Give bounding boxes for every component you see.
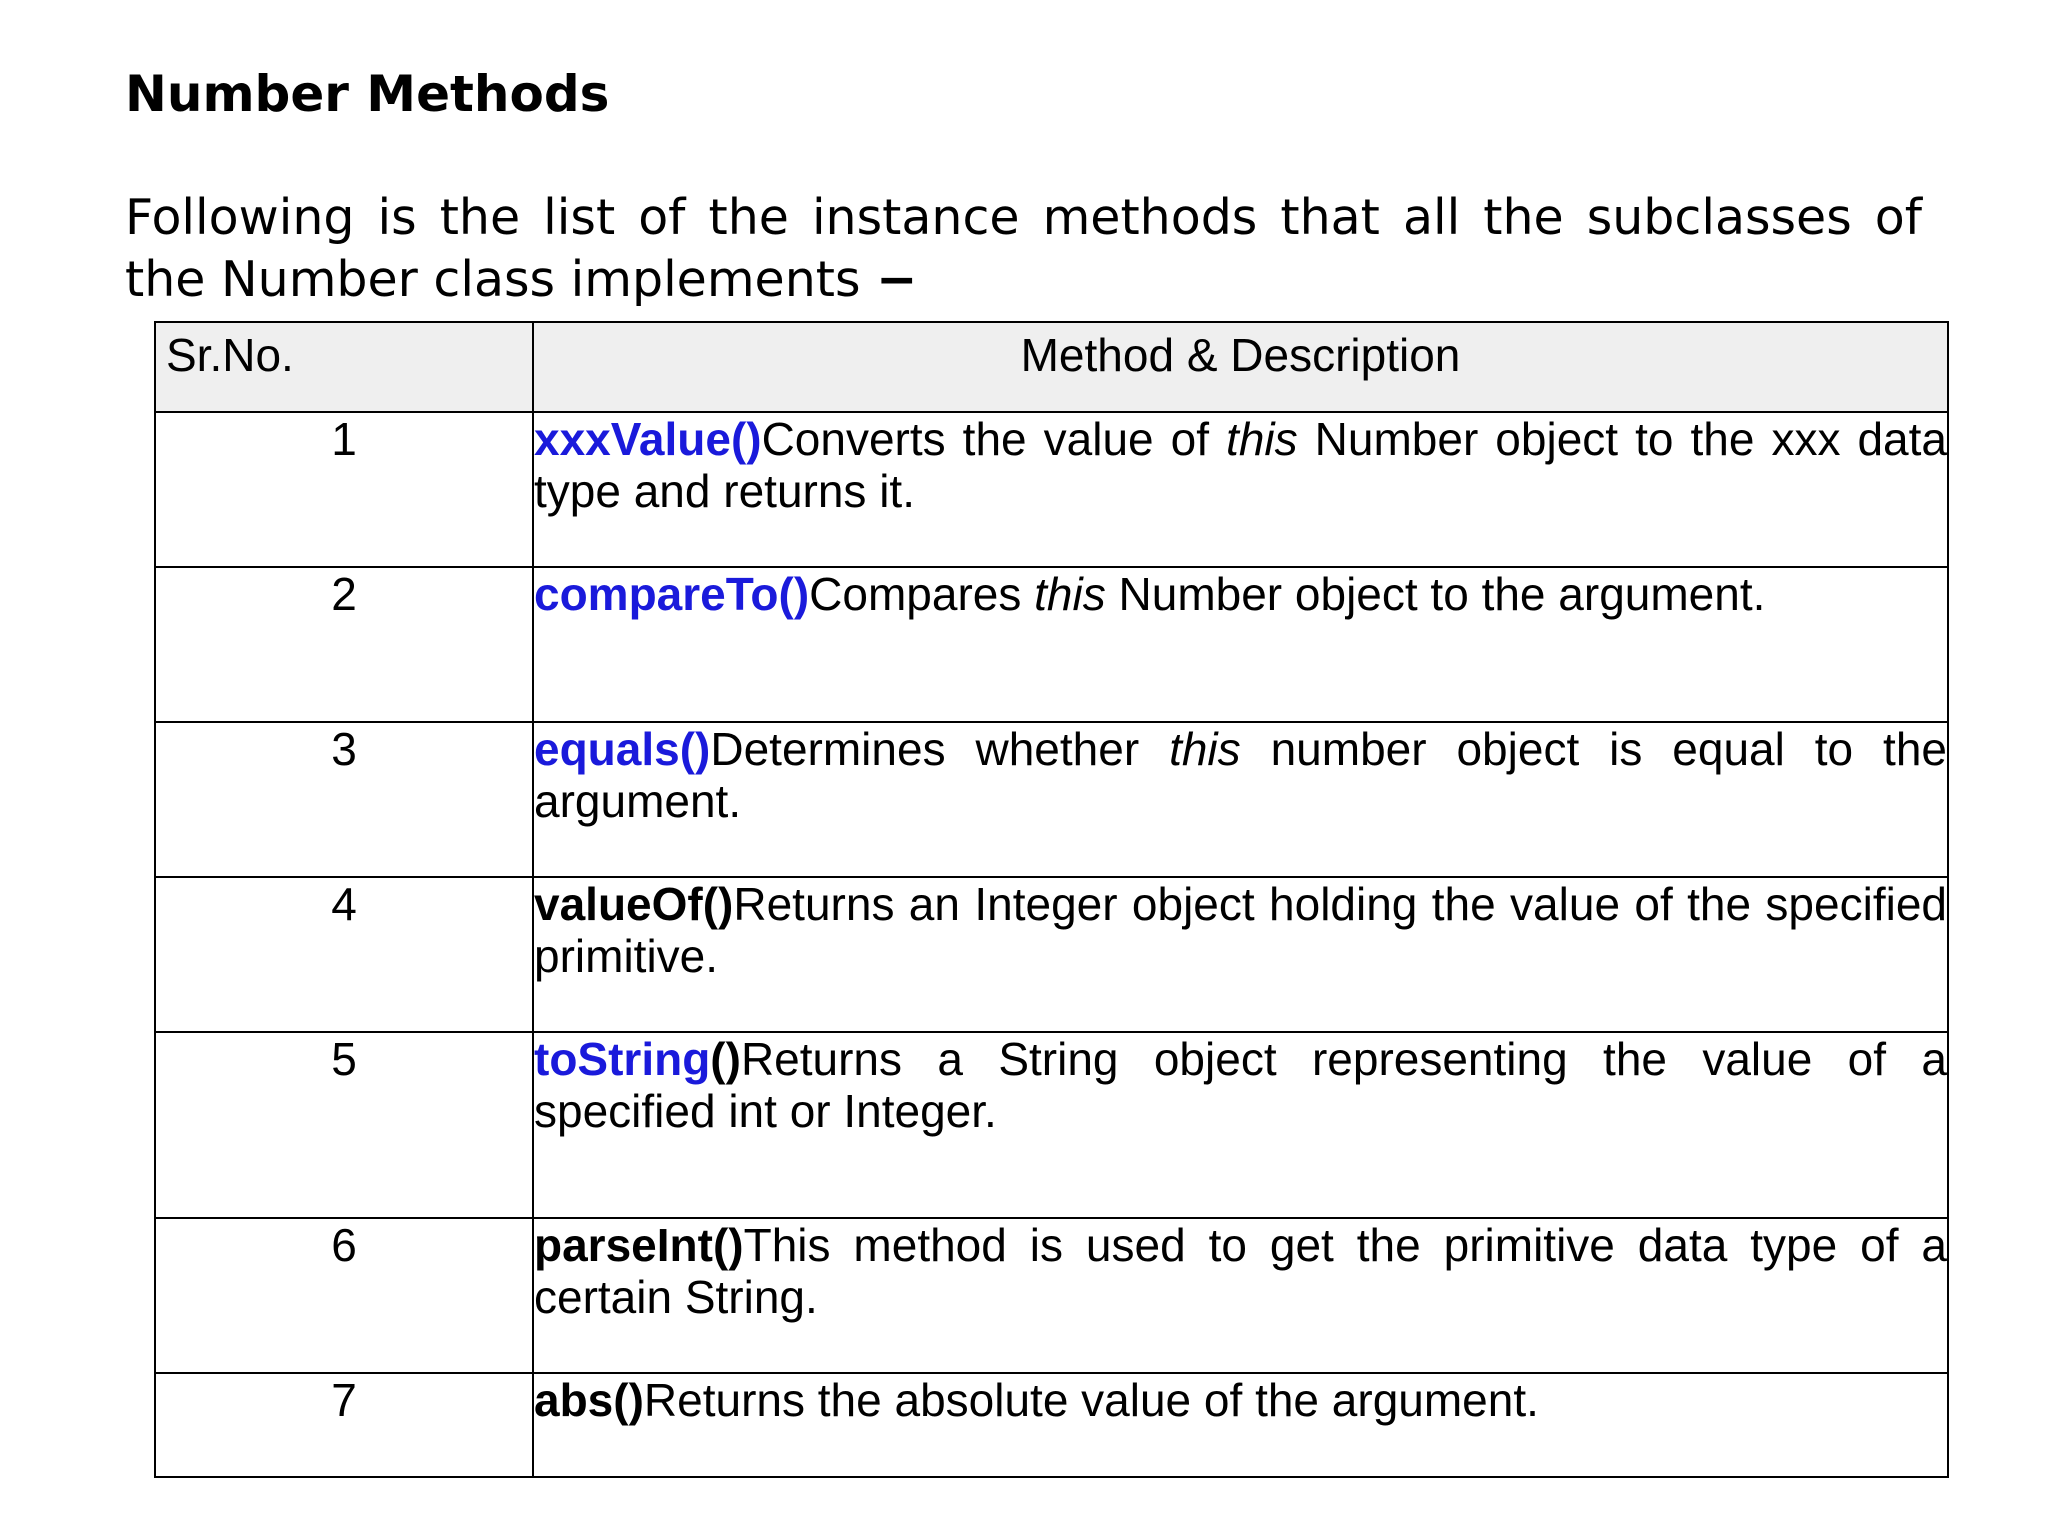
method-name: valueOf() xyxy=(534,878,734,930)
table-header-row xyxy=(155,322,1948,412)
method-name-link[interactable]: toString xyxy=(534,1033,711,1085)
description-emphasis: this xyxy=(1169,723,1241,775)
table-row xyxy=(155,1032,1948,1218)
description-text: Compares xyxy=(809,568,1035,620)
table-row xyxy=(155,567,1948,722)
table-row xyxy=(155,412,1948,567)
row-number: 2 xyxy=(155,567,533,722)
page-title: Number Methods xyxy=(125,65,610,123)
row-number: 6 xyxy=(155,1218,533,1373)
row-description xyxy=(533,1218,1948,1373)
row-number: 4 xyxy=(155,877,533,1032)
intro-paragraph xyxy=(125,187,1922,311)
row-description xyxy=(533,1373,1948,1477)
row-number: 7 xyxy=(155,1373,533,1477)
description-text-end: number object is equal to the argument. xyxy=(534,723,1947,827)
header-sr-no: Sr.No. xyxy=(155,322,533,412)
row-number: 5 xyxy=(155,1032,533,1218)
row-description xyxy=(533,877,1948,1032)
intro-dash: − xyxy=(876,251,918,308)
description-text: Converts the value of xyxy=(761,413,1227,465)
table-row xyxy=(155,1218,1948,1373)
description-emphasis: this xyxy=(1226,413,1298,465)
table-row xyxy=(155,722,1948,877)
row-description xyxy=(533,722,1948,877)
row-description xyxy=(533,1032,1948,1218)
method-name-parens: () xyxy=(710,1033,741,1085)
description-text: Returns an Integer object holding the value of the specified primitive. xyxy=(534,878,1947,982)
intro-text: Following is the list of the instance methods that all the subclasses of the Number class implements xyxy=(125,189,1922,308)
description-emphasis: this xyxy=(1034,568,1106,620)
method-name-link[interactable]: compareTo() xyxy=(534,568,810,620)
description-text: Returns a String object representing the value of a specified int or Integer. xyxy=(534,1033,1947,1137)
description-text: Determines whether xyxy=(710,723,1170,775)
row-description xyxy=(533,412,1948,567)
row-number: 1 xyxy=(155,412,533,567)
description-text: This method is used to get the primitive data type of a certain String. xyxy=(534,1219,1947,1323)
method-name: abs() xyxy=(534,1374,644,1426)
method-name: parseInt() xyxy=(534,1219,744,1271)
header-method-description: Method & Description xyxy=(533,322,1948,412)
description-text-end: Number object to the argument. xyxy=(1105,568,1766,620)
row-number: 3 xyxy=(155,722,533,877)
row-description xyxy=(533,567,1948,722)
description-text-end: Number object to the xxx data type and returns it. xyxy=(534,413,1948,517)
method-name-link[interactable]: equals() xyxy=(534,723,711,775)
method-name-link[interactable]: xxxValue() xyxy=(534,413,762,465)
description-text: Returns the absolute value of the argument. xyxy=(643,1374,1539,1426)
table-row xyxy=(155,877,1948,1032)
table-row xyxy=(155,1373,1948,1477)
methods-table xyxy=(154,321,1949,1478)
